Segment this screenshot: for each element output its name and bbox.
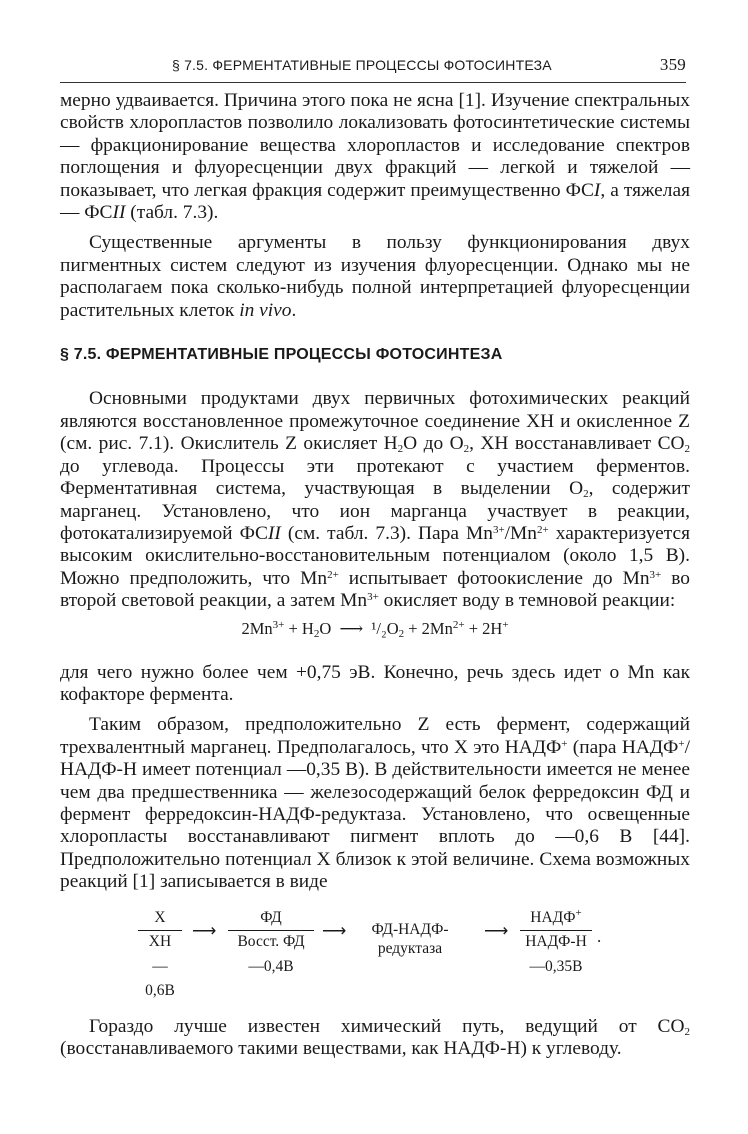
paragraph-1: мерно удваивается. Причина этого пока не ясна [1]. Изучение спектральных свойств хлоропластов позволило локализовать фотосинтетические системы — фракционирование вещества хлоропластов и исследование спектров поглощения и флуоресценции двух фракций — легкой и тяжелой — показывает, что легкая фракция содержит преимущественно ФСI, а тяжелая — ФСII (табл. 7.3). [60, 90, 690, 224]
header-rule [60, 82, 686, 83]
scheme-arrow: ⟶ [192, 920, 217, 940]
scheme-term-reductase: ФД-НАДФ- редуктаза [371, 920, 449, 957]
scheme-end-dot: . [597, 926, 602, 946]
scheme-arrow: ⟶ [484, 920, 509, 940]
scheme-term-x: X XH —0,6В [138, 908, 182, 1003]
page-body [60, 90, 690, 1060]
paragraph-5: Таким образом, предположительно Z есть фермент, содержащий трехвалентный марганец. Предполагалось, что X это НАДФ+ (пара НАДФ+/НАДФ-Н имеет потенциал —0,35 В). В действительности имеется не менее чем два предшественника — железосодержащий белок ферредоксин ФД и фермент ферредоксин-НАДФ-редуктаза. Установлено, что освещенные хлоропласты восстанавливают пигмент вплоть до —0,6 В [44]. Предположительно потенциал X близок к этой величине. Схема возможных реакций [1] записывается в виде [60, 714, 690, 893]
running-head [60, 55, 686, 79]
reaction-arrow: ⟶ [339, 618, 364, 638]
paragraph-3: Основными продуктами двух первичных фотохимических реакций являются восстановленное промежуточное соединение XH и окисленное Z (см. рис. 7.1). Окислитель Z окисляет $H_2O$ до $O_2$, XH восстанавливает $CO_2$ до углевода. Процессы эти протекают с участием ферментов. Ферментативная система, участвующая в выделении $O_2$, содержит марганец. Установлено, что ион марганца участвует в реакции, фотокатализируемой ФСII (см. табл. 7.3). Пара $Mn^{3+}/Mn^{2+}$ характеризуется высоким окислительно-восстановительным потенциалом (около 1,5 В). Можно предположить, что $Mn^{2+}$ испытывает фотоокисление до $Mn^{3+}$ во второй световой реакции, а затем $Mn^{3+}$ окисляет воду в темновой реакции: [60, 388, 691, 612]
scheme-term-nadp: НАДФ+ НАДФ-Н —0,35В [520, 908, 592, 979]
reaction-equation: $2Mn^{3+} + H_2O$ ⟶ $^1/_2O_2 + 2Mn^{2+} + 2H^+$ [241, 618, 509, 640]
reaction-scheme [60, 908, 690, 998]
scheme-arrow: ⟶ [322, 920, 347, 940]
scheme-term-fd: ФД Восст. ФД —0,4В [228, 908, 314, 979]
section-heading: § 7.5. ФЕРМЕНТАТИВНЫЕ ПРОЦЕССЫ ФОТОСИНТЕЗА [60, 346, 503, 364]
page-number: 359 [659, 55, 686, 74]
paragraph-2: Существенные аргументы в пользу функционирования двух пигментных систем следуют из изучения флуоресценции. Однако мы не располагаем пока сколько-нибудь полной интерпретацией флуоресценции растительных клеток in vivo. [60, 232, 690, 321]
paragraph-6: Гораздо лучше известен химический путь, ведущий от $CO_2$ (восстанавливаемого такими веществами, как НАДФ-Н) к углеводу. [60, 1015, 690, 1059]
running-title: § 7.5. ФЕРМЕНТАТИВНЫЕ ПРОЦЕССЫ ФОТОСИНТЕЗА [172, 57, 552, 73]
paragraph-4: для чего нужно более чем +0,75 эВ. Конечно, речь здесь идет о Mn как кофакторе фермента. [60, 661, 690, 705]
